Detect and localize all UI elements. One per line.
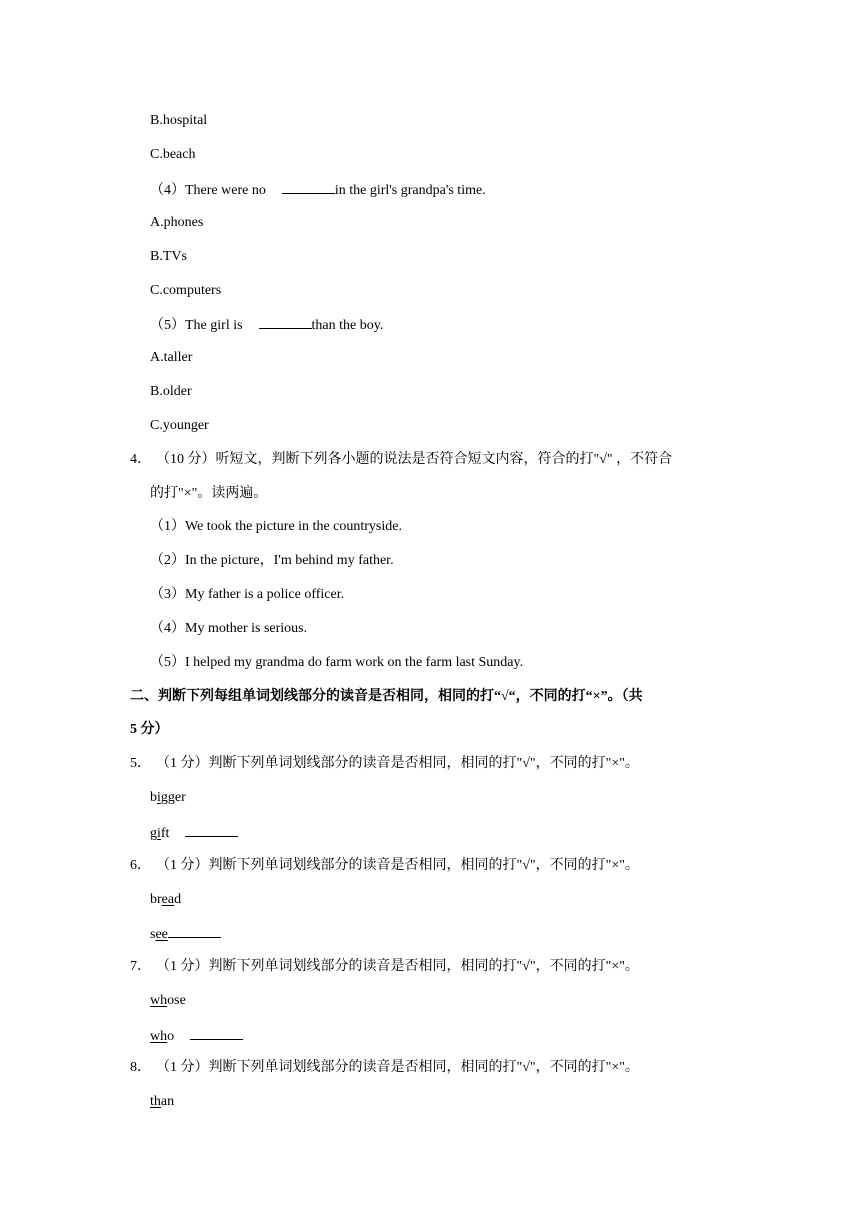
question-4-number: 4． [130,452,151,467]
word-part: an [160,1094,175,1109]
question-8-number: 8． [130,1060,151,1075]
question-4-instructions-cont: 的打"×"。读两遍。 [150,486,268,501]
underlined-letters: wh [150,1029,168,1044]
question-6-word-2 [150,924,221,944]
question-7-instructions: （1 分）判断下列单词划线部分的读音是否相同，相同的打"√"，不同的打"×"。 [156,959,639,974]
option-3-5-a: A.taller [150,350,193,365]
option-3-2-b: B.hospital [150,113,208,128]
question-3-4-prefix: （4）There were no [150,183,266,198]
section-2-heading: 二、判断下列每组单词划线部分的读音是否相同，相同的打“√“，不同的打“×”。（共 [130,689,643,704]
answer-blank[interactable] [282,180,335,194]
word-part: d [174,892,182,907]
underlined-letters: th [150,1094,161,1109]
word-part: g [150,826,157,841]
question-4-instructions: （10 分）听短文，判断下列各小题的说法是否符合短文内容，符合的打"√" ，不符合 [156,452,673,467]
question-4-item-4: （4）My mother is serious. [150,621,308,636]
question-4-item-3: （3）My father is a police officer. [150,587,345,602]
word-part: ft [160,826,170,841]
word-part: gger [160,790,186,805]
word-part: br [150,892,162,907]
answer-blank[interactable] [190,1026,243,1040]
question-5-word-2 [150,823,238,843]
question-7-word-2 [150,1026,243,1046]
question-6-instructions: （1 分）判断下列单词划线部分的读音是否相同，相同的打"√"，不同的打"×"。 [156,858,639,873]
answer-blank[interactable] [259,315,312,329]
section-2-heading-cont: 5 分） [130,722,169,737]
word-part: b [150,790,157,805]
underlined-letters: ea [161,892,175,907]
option-3-4-b: B.TVs [150,249,187,264]
question-3-5-prefix: （5）The girl is [150,318,243,333]
question-4-item-1: （1）We took the picture in the countryside. [150,519,402,534]
question-3-5 [150,315,383,335]
underlined-letters: wh [150,993,168,1008]
question-4-item-5: （5）I helped my grandma do farm work on the farm last Sunday. [150,655,524,670]
question-7-number: 7． [130,959,151,974]
question-7-word-1 [150,992,186,1010]
question-6-number: 6． [130,858,151,873]
option-3-4-c: C.computers [150,283,222,298]
option-3-5-b: B.older [150,384,192,399]
underlined-letters: i [157,826,161,841]
underlined-letters: ee [155,927,168,942]
question-5-number: 5． [130,756,151,771]
word-part: s [150,927,156,942]
question-5-word-1 [150,789,186,807]
option-3-4-a: A.phones [150,215,204,230]
answer-blank[interactable] [185,823,238,837]
option-3-2-c: C.beach [150,147,196,162]
answer-blank[interactable] [168,924,221,938]
question-3-4-suffix: in the girl's grandpa's time. [334,183,486,198]
word-part: o [167,1029,175,1044]
question-8-instructions: （1 分）判断下列单词划线部分的读音是否相同，相同的打"√"，不同的打"×"。 [156,1060,639,1075]
question-5-instructions: （1 分）判断下列单词划线部分的读音是否相同，相同的打"√"，不同的打"×"。 [156,756,639,771]
option-3-5-c: C.younger [150,418,209,433]
underlined-letters: i [157,790,161,805]
word-part: ose [167,993,186,1008]
question-3-4 [150,180,486,200]
question-3-5-suffix: than the boy. [311,318,384,333]
question-6-word-1 [150,891,181,909]
question-4-item-2: （2）In the picture，I'm behind my father. [150,553,394,568]
question-8-word-1 [150,1093,174,1111]
